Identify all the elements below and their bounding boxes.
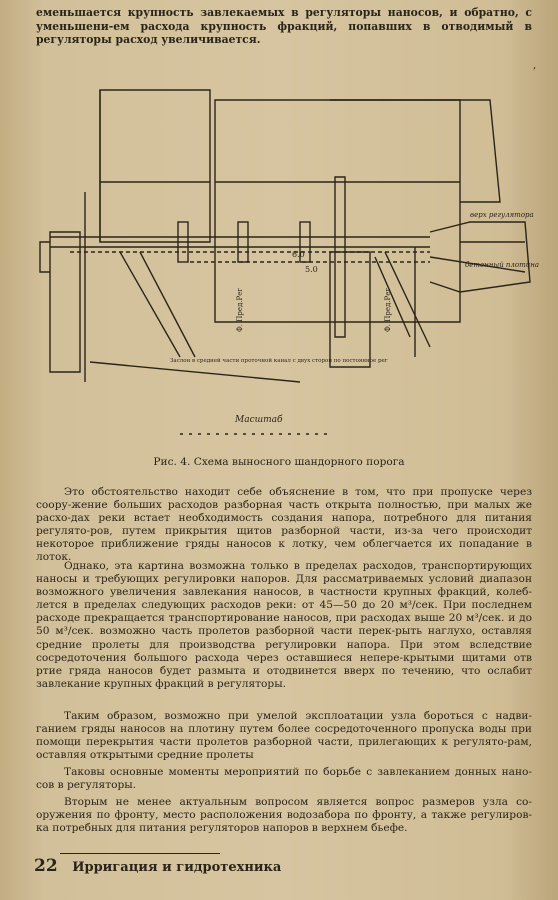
figure-diagram bbox=[30, 82, 540, 448]
footer-rule bbox=[60, 853, 220, 854]
label-q2: Ф. Пред.Рег bbox=[384, 287, 392, 332]
margin-mark: , bbox=[533, 60, 537, 71]
dim-b: 5.0 bbox=[305, 265, 318, 274]
label-caption-box: Заслон в средней части проточной канал с двух сторон по постоянное рег bbox=[170, 358, 388, 364]
page-number: 22 bbox=[34, 856, 58, 876]
dim-a: 6.0 bbox=[292, 250, 305, 259]
paragraph-3: Таким образом, возможно при умелой эксплоатации узла бороться с надви-ганием гряды наносов на плотину путем более сосредоточенного пропуска воды при помощи перекрытия части пролетов разборной части, прилегающих к регулято-рам, оставляя открытыми средние пролеты bbox=[36, 710, 532, 762]
label-right-mid: бетонный плотина bbox=[465, 261, 540, 269]
paragraph-1: Это обстоятельство находит себе объяснение в том, что при пропуске через соору-жение больших расходов разборная часть открыта полностью, при малых же расхо-дах реки встает необходимость создания напора, потребного для питания регулято-ров, путем прикрытия щитов разборной части, из-за чего происходит некоторое приближение гряды наносов к лотку, чем облегчается их попадание в лоток. bbox=[36, 486, 532, 564]
paragraph-4: Таковы основные моменты мероприятий по борьбе с завлеканием донных нано-сов в регуляторы. bbox=[36, 766, 532, 792]
scale-label: Масштаб bbox=[235, 415, 283, 425]
figure-caption: Рис. 4. Схема выносного шандорного порога bbox=[153, 456, 405, 468]
paragraph-5: Вторым не менее актуальным вопросом является вопрос размеров узла со-оружения по фронту, место расположения водозабора по фронту, а также регулиров-ка потребных для питания регуляторов напоров в верхнем бьефе. bbox=[36, 796, 532, 835]
footer bbox=[34, 856, 281, 876]
label-right-top: верх регулятора bbox=[470, 211, 534, 219]
paragraph-2: Однако, эта картина возможна только в пределах расходов, транспортирующих наносы и требующих регулировки напоров. Для рассматриваемых условий диапазон возможного увеличения завлекания наносов, в частности крупных фракций, колеб-лется в пределах следующих расходов реки: от 45—50 до 20 м³/сек. При последнем расходе прекращается транспортирование наносов, при расходах выше 20 м³/сек. и до 50 м³/сек. возможно часть пролетов разборной части перек-рыть наглухо, оставляя средние пролеты для производства регулировки напора. При этом вследствие сосредоточения большого расхода через оставшиеся непере-крытыми щитами отв ртие грядa наносов будет размыта и отодвинется вверх по течению, что ослабит завлекание крупных фракций в регуляторы. bbox=[36, 560, 532, 690]
label-q: Ф. Пред.Рег bbox=[236, 287, 244, 332]
journal-title: Ирригация и гидротехника bbox=[72, 860, 282, 875]
top-paragraph: еменьшается крупность завлекаемых в регуляторы наносов, и обратно, с уменьшени-ем расхода крупность фракций, попавших в отводимый в регуляторы расход увеличивается. bbox=[36, 6, 532, 46]
